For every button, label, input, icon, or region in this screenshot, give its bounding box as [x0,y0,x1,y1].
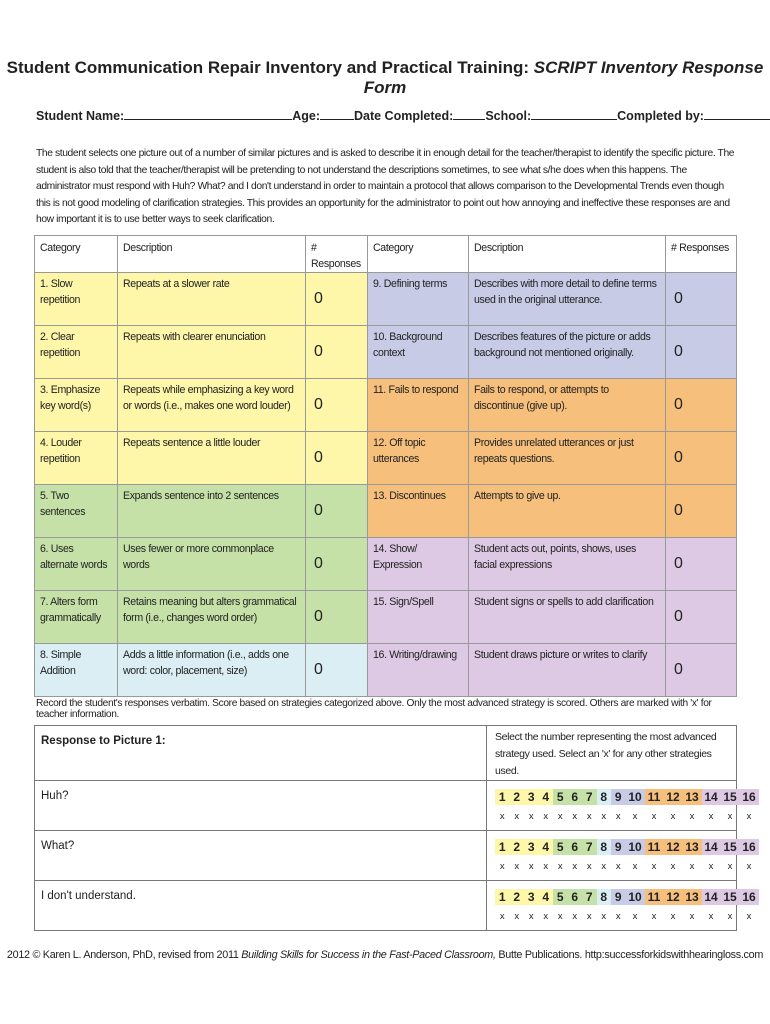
score-number-option[interactable]: 10 [626,839,645,855]
completed-by-label: Completed by: [617,109,704,123]
title-main: Student Communication Repair Inventory and Practical Training: [6,58,530,77]
response-instruction: Select the number representing the most advanced strategy used. Select an 'x' for any other strategies used. [487,726,737,781]
right-response-count[interactable]: 0 [666,379,737,432]
x-mark-option[interactable]: x [746,911,752,922]
table-row [35,432,737,485]
left-category-cell: 3. Emphasize key word(s) [35,379,118,432]
score-number-option[interactable]: 4 [539,839,554,855]
x-mark-option[interactable]: x [651,861,657,872]
right-category-cell: 9. Defining terms [368,273,469,326]
x-mark-option[interactable]: x [528,861,534,872]
response-row [35,781,737,831]
left-response-count[interactable]: 0 [306,273,368,326]
x-mark-option[interactable]: x [615,911,621,922]
score-number-option[interactable]: 12 [664,789,683,805]
score-number-option[interactable]: 4 [539,889,554,905]
header-description: Description [469,236,666,273]
page-title [0,58,770,98]
x-mark-option[interactable]: x [601,861,607,872]
left-description-cell: Repeats at a slower rate [118,273,306,326]
left-category-cell: 7. Alters form grammatically [35,591,118,644]
score-number-option[interactable]: 6 [568,839,583,855]
table-row [35,273,737,326]
score-number-option[interactable]: 2 [510,839,525,855]
score-number-option[interactable]: 1 [495,789,510,805]
x-mark-option[interactable]: x [632,861,638,872]
x-mark-option[interactable]: x [557,911,563,922]
x-mark-option[interactable]: x [670,911,676,922]
table-row [35,379,737,432]
x-mark-option[interactable]: x [727,911,733,922]
left-category-cell: 5. Two sentences [35,485,118,538]
score-number-option[interactable]: 8 [597,839,612,855]
left-response-count[interactable]: 0 [306,538,368,591]
x-mark-option[interactable]: x [601,811,607,822]
x-mark-option[interactable]: x [689,811,695,822]
score-number-option[interactable]: 16 [740,839,759,855]
score-cell [487,881,756,931]
x-mark-option[interactable]: x [586,811,592,822]
right-description-cell: Student acts out, points, shows, uses facial expressions [469,538,666,591]
response-row [35,831,737,881]
right-response-count[interactable]: 0 [666,432,737,485]
x-mark-option[interactable]: x [543,861,549,872]
score-cell [487,831,756,881]
header-category: Category [35,236,118,273]
left-description-cell: Uses fewer or more commonplace words [118,538,306,591]
response-prompt[interactable]: What? [35,831,487,881]
header-responses: # Responses [666,236,737,273]
record-note: Record the student's responses verbatim. Score based on strategies categorized above. Only the most advanced strategy is scored. Others are marked with 'x' for teacher information. [36,698,712,720]
score-number-option[interactable]: 5 [553,789,568,805]
left-category-cell: 2. Clear repetition [35,326,118,379]
score-number-row [495,889,756,905]
x-mark-option[interactable]: x [651,811,657,822]
left-response-count[interactable]: 0 [306,432,368,485]
x-mark-option[interactable]: x [586,861,592,872]
left-category-cell: 1. Slow repetition [35,273,118,326]
score-number-option[interactable]: 14 [702,889,721,905]
score-number-option[interactable]: 3 [524,839,539,855]
score-number-option[interactable]: 14 [702,789,721,805]
score-number-option[interactable]: 7 [582,889,597,905]
x-mark-option[interactable]: x [514,911,520,922]
x-mark-option[interactable]: x [727,811,733,822]
score-number-option[interactable]: 10 [626,889,645,905]
right-description-cell: Student signs or spells to add clarification [469,591,666,644]
x-mark-option[interactable]: x [746,861,752,872]
score-number-option[interactable]: 13 [683,789,702,805]
student-info-fields [36,109,736,123]
score-number-option[interactable]: 11 [645,789,664,805]
score-number-option[interactable]: 9 [611,789,626,805]
score-number-option[interactable]: 7 [582,839,597,855]
x-mark-option[interactable]: x [572,861,578,872]
score-number-option[interactable]: 15 [721,789,740,805]
left-description-cell: Retains meaning but alters grammatical form (i.e., changes word order) [118,591,306,644]
response-heading: Response to Picture 1: [35,726,487,781]
score-number-option[interactable]: 8 [597,889,612,905]
score-number-option[interactable]: 15 [721,889,740,905]
score-number-option[interactable]: 4 [539,789,554,805]
right-category-cell: 10. Background context [368,326,469,379]
score-number-option[interactable]: 16 [740,789,759,805]
x-mark-option[interactable]: x [499,811,505,822]
response-prompt[interactable]: I don't understand. [35,881,487,931]
score-number-option[interactable]: 1 [495,889,510,905]
score-number-option[interactable]: 12 [664,839,683,855]
right-category-cell: 12. Off topic utterances [368,432,469,485]
score-number-option[interactable]: 11 [645,889,664,905]
left-category-cell: 6. Uses alternate words [35,538,118,591]
score-number-option[interactable]: 14 [702,839,721,855]
table-row [35,326,737,379]
x-mark-row [495,911,752,922]
right-category-cell: 15. Sign/Spell [368,591,469,644]
score-number-option[interactable]: 9 [611,839,626,855]
right-description-cell: Provides unrelated utterances or just repeats questions. [469,432,666,485]
left-description-cell: Repeats sentence a little louder [118,432,306,485]
right-response-count[interactable]: 0 [666,644,737,697]
score-number-option[interactable]: 10 [626,789,645,805]
x-mark-row [495,861,752,872]
x-mark-option[interactable]: x [543,911,549,922]
score-cell [487,781,756,831]
intro-paragraph: The student selects one picture out of a number of similar pictures and is asked to describe it in enough detail for the teacher/therapist to identify the specific picture. The student is also told that the teacher/therapist will be pretending to not understand the descriptions sometimes, to see what s/he does when this happens. The administrator must respond with Huh? What? and I don't understand in order to maintain a protocol that allows comparison to the Developmental Trends even though this is not good modeling of clarification strategies. This provides an opportunity for the administrator to point out how annoying and ineffective these responses are and how important it is to use better ways to seek clarification. [36,148,735,226]
x-mark-option[interactable]: x [557,811,563,822]
score-number-option[interactable]: 6 [568,789,583,805]
table-header-row [35,236,737,273]
score-number-row [495,839,756,855]
right-response-count[interactable]: 0 [666,538,737,591]
score-number-option[interactable]: 1 [495,839,510,855]
student-name-field[interactable] [124,109,292,120]
x-mark-option[interactable]: x [708,861,714,872]
x-mark-option[interactable]: x [557,861,563,872]
school-field[interactable] [531,109,617,120]
x-mark-option[interactable]: x [708,811,714,822]
x-mark-option[interactable]: x [514,811,520,822]
strategy-table [34,235,737,697]
score-number-row [495,789,756,805]
score-number-option[interactable]: 3 [524,789,539,805]
x-mark-option[interactable]: x [615,811,621,822]
left-description-cell: Adds a little information (i.e., adds one word: color, placement, size) [118,644,306,697]
x-mark-option[interactable]: x [514,861,520,872]
score-number-option[interactable]: 2 [510,889,525,905]
x-mark-option[interactable]: x [572,811,578,822]
footer-book-title: Building Skills for Success in the Fast-Paced Classroom, [241,949,496,961]
age-label: Age: [292,109,320,123]
completed-by-field[interactable] [704,109,770,120]
right-description-cell: Fails to respond, or attempts to discontinue (give up). [469,379,666,432]
right-category-cell: 13. Discontinues [368,485,469,538]
score-number-option[interactable]: 5 [553,889,568,905]
left-description-cell: Repeats with clearer enunciation [118,326,306,379]
response-prompt[interactable]: Huh? [35,781,487,831]
left-description-cell: Expands sentence into 2 sentences [118,485,306,538]
response-row [35,881,737,931]
right-response-count[interactable]: 0 [666,326,737,379]
x-mark-option[interactable]: x [727,861,733,872]
table-row [35,485,737,538]
score-number-option[interactable]: 16 [740,889,759,905]
right-description-cell: Attempts to give up. [469,485,666,538]
score-number-option[interactable]: 9 [611,889,626,905]
footer [0,949,770,961]
left-description-cell: Repeats while emphasizing a key word or words (i.e., makes one word louder) [118,379,306,432]
right-category-cell: 16. Writing/drawing [368,644,469,697]
x-mark-option[interactable]: x [615,861,621,872]
x-mark-option[interactable]: x [601,911,607,922]
right-description-cell: Describes features of the picture or adds background not mentioned originally. [469,326,666,379]
right-response-count[interactable]: 0 [666,591,737,644]
right-category-cell: 11. Fails to respond [368,379,469,432]
x-mark-option[interactable]: x [543,811,549,822]
score-number-option[interactable]: 15 [721,839,740,855]
score-number-option[interactable]: 13 [683,889,702,905]
x-mark-option[interactable]: x [528,811,534,822]
x-mark-option[interactable]: x [689,861,695,872]
left-category-cell: 4. Louder repetition [35,432,118,485]
left-response-count[interactable]: 0 [306,591,368,644]
x-mark-option[interactable]: x [528,911,534,922]
school-label: School: [485,109,532,123]
left-response-count[interactable]: 0 [306,379,368,432]
x-mark-option[interactable]: x [708,911,714,922]
left-response-count[interactable]: 0 [306,326,368,379]
score-number-option[interactable]: 7 [582,789,597,805]
x-mark-option[interactable]: x [632,911,638,922]
date-completed-field[interactable] [453,109,485,120]
title-italic: SCRIPT Inventory Response Form [363,58,764,97]
age-field[interactable] [320,109,354,120]
right-response-count[interactable]: 0 [666,273,737,326]
header-description: Description [118,236,306,273]
x-mark-option[interactable]: x [499,861,505,872]
x-mark-option[interactable]: x [670,811,676,822]
left-response-count[interactable]: 0 [306,644,368,697]
table-row [35,644,737,697]
left-response-count[interactable]: 0 [306,485,368,538]
x-mark-row [495,811,752,822]
x-mark-option[interactable]: x [651,911,657,922]
x-mark-option[interactable]: x [499,911,505,922]
x-mark-option[interactable]: x [586,911,592,922]
score-number-option[interactable]: 13 [683,839,702,855]
score-number-option[interactable]: 12 [664,889,683,905]
right-description-cell: Student draws picture or writes to clarify [469,644,666,697]
table-row [35,538,737,591]
right-description-cell: Describes with more detail to define terms used in the original utterance. [469,273,666,326]
left-category-cell: 8. Simple Addition [35,644,118,697]
score-number-option[interactable]: 2 [510,789,525,805]
student-name-label: Student Name: [36,109,125,123]
header-category: Category [368,236,469,273]
x-mark-option[interactable]: x [572,911,578,922]
score-number-option[interactable]: 11 [645,839,664,855]
score-number-option[interactable]: 5 [553,839,568,855]
table-row [35,591,737,644]
x-mark-option[interactable]: x [689,911,695,922]
score-number-option[interactable]: 8 [597,789,612,805]
response-table [34,725,756,931]
score-number-option[interactable]: 6 [568,889,583,905]
right-response-count[interactable]: 0 [666,485,737,538]
header-responses: # Responses [306,236,368,273]
score-number-option[interactable]: 3 [524,889,539,905]
footer-text-before: 2012 © Karen L. Anderson, PhD, revised from 2011 [6,949,242,961]
x-mark-option[interactable]: x [632,811,638,822]
footer-text-after: Butte Publications. http:successforkidswithhearingloss.com [495,949,764,961]
x-mark-option[interactable]: x [670,861,676,872]
date-completed-label: Date Completed: [353,109,454,123]
right-category-cell: 14. Show/ Expression [368,538,469,591]
x-mark-option[interactable]: x [746,811,752,822]
